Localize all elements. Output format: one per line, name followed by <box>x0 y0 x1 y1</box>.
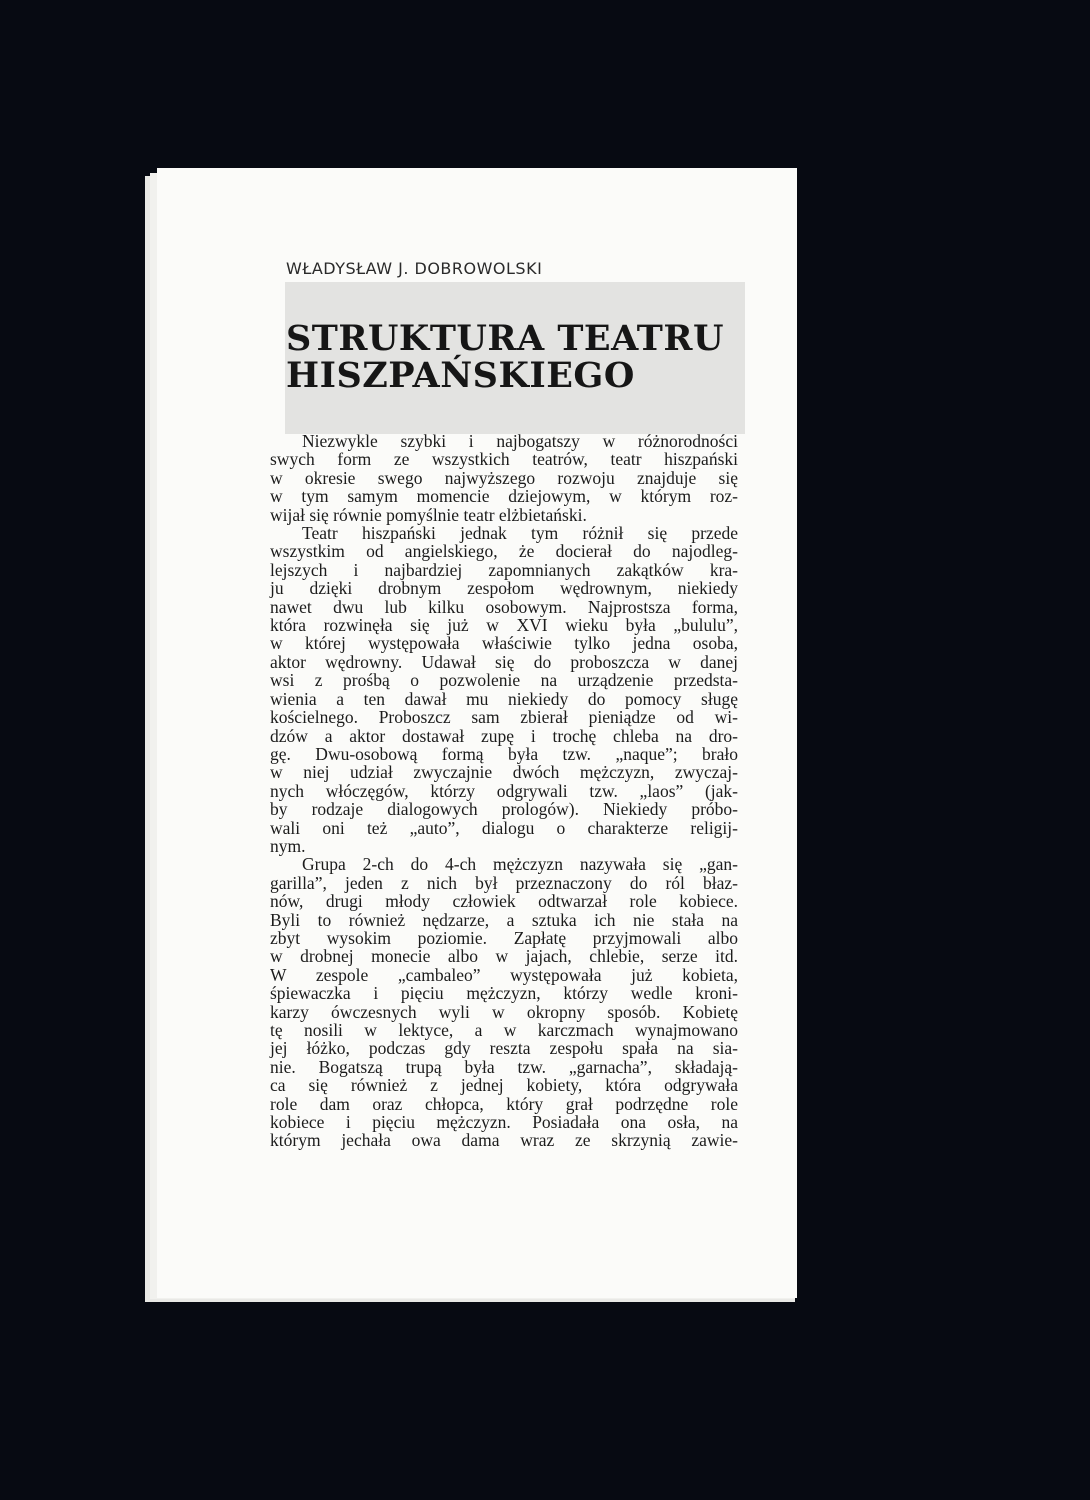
text-line: jej łóżko, podczas gdy reszta zespołu spała na sia- <box>270 1038 738 1059</box>
text-line: nych włóczęgów, którzy odgrywali tzw. „laos” (jak- <box>270 780 738 801</box>
text-line: która rozwinęła się już w XVI wieku była „bululu”, <box>270 615 738 636</box>
text-line: wsi z prośbą o pozwolenie na urządzenie przedsta- <box>270 670 738 691</box>
text-line: w niej udział zwyczajnie dwóch mężczyzn, zwyczaj- <box>270 762 738 783</box>
text-line: dzów a aktor dostawał zupę i trochę chleba na dro- <box>270 725 738 746</box>
text-line: karzy ówczesnych wyli w okropny sposób. Kobietę <box>270 1001 738 1022</box>
text-line: garilla”, jeden z nich był przeznaczony do ról błaz- <box>270 872 738 893</box>
text-line: Teatr hiszpański jednak tym różnił się przede <box>302 523 738 544</box>
text-line: by rodzaje dialogowych prologów). Niekiedy próbo- <box>270 799 738 820</box>
text-line: role dam oraz chłopca, który grał podrzędne role <box>270 1093 738 1114</box>
title-line-2: HISZPAŃSKIEGO <box>286 355 635 396</box>
text-line: kobiece i pięciu mężczyzn. Posiadała ona osła, na <box>270 1112 738 1133</box>
text-line: Byli to również nędzarze, a sztuka ich nie stała na <box>270 909 738 930</box>
text-line: którym jechała owa dama wraz ze skrzynią zawie- <box>270 1130 738 1151</box>
article-title <box>286 320 736 394</box>
text-line: nawet dwu lub kilku osobowym. Najprostsza forma, <box>270 596 738 617</box>
text-line: wijał się równie pomyślnie teatr elżbietański. <box>270 504 587 525</box>
text-line: Niezwykle szybki i najbogatszy w różnorodności <box>302 431 738 451</box>
text-line: wali oni też „auto”, dialogu o charakterze religij- <box>270 817 738 838</box>
text-line: w okresie swego najwyższego rozwoju znajduje się <box>270 467 738 488</box>
text-line: śpiewaczka i pięciu mężczyzn, którzy wedle kroni- <box>270 983 738 1004</box>
title-line-1: STRUKTURA TEATRU <box>286 318 724 359</box>
text-line: swych form ze wszystkich teatrów, teatr hiszpański <box>270 449 738 470</box>
text-line: nów, drugi młody człowiek odtwarzał role kobiece. <box>270 891 738 912</box>
article-body <box>270 432 738 1150</box>
text-line: zbyt wysokim poziomie. Zapłatę przyjmowali albo <box>270 927 738 948</box>
text-line: Grupa 2-ch do 4-ch mężczyzn nazywała się „gan- <box>302 854 738 875</box>
text-line: w tym samym momencie dziejowym, w którym roz- <box>270 486 738 507</box>
text-line: lejszych i najbardziej zapomnianych zakątków kra- <box>270 559 738 580</box>
text-line: kościelnego. Proboszcz sam zbierał pieniądze od wi- <box>270 707 738 728</box>
text-line: ju dzięki drobnym zespołom wędrownym, niekiedy <box>270 578 738 599</box>
text-line: nym. <box>270 835 306 856</box>
text-line: tę nosili w lektyce, a w karczmach wynajmowano <box>270 1020 738 1040</box>
text-line: wienia a ten dawał mu niekiedy do pomocy sługę <box>270 688 738 709</box>
article-author: WŁADYSŁAW J. DOBROWOLSKI <box>286 259 543 278</box>
text-line: W zespole „cambaleo” występowała już kobieta, <box>270 964 738 985</box>
text-line: nie. Bogatszą trupą była tzw. „garnacha”, składają- <box>270 1056 738 1077</box>
text-line: ca się również z jednej kobiety, która odgrywała <box>270 1075 738 1096</box>
text-line: w której występowała właściwie tylko jedna osoba, <box>270 633 738 654</box>
text-line: gę. Dwu-osobową formą była tzw. „naque”; brało <box>270 743 738 764</box>
text-line: w drobnej monecie albo w jajach, chlebie, serze itd. <box>270 946 738 967</box>
text-line: wszystkim od angielskiego, że docierał do najodleg- <box>270 541 738 562</box>
text-line: aktor wędrowny. Udawał się do proboszcza w danej <box>270 651 738 672</box>
